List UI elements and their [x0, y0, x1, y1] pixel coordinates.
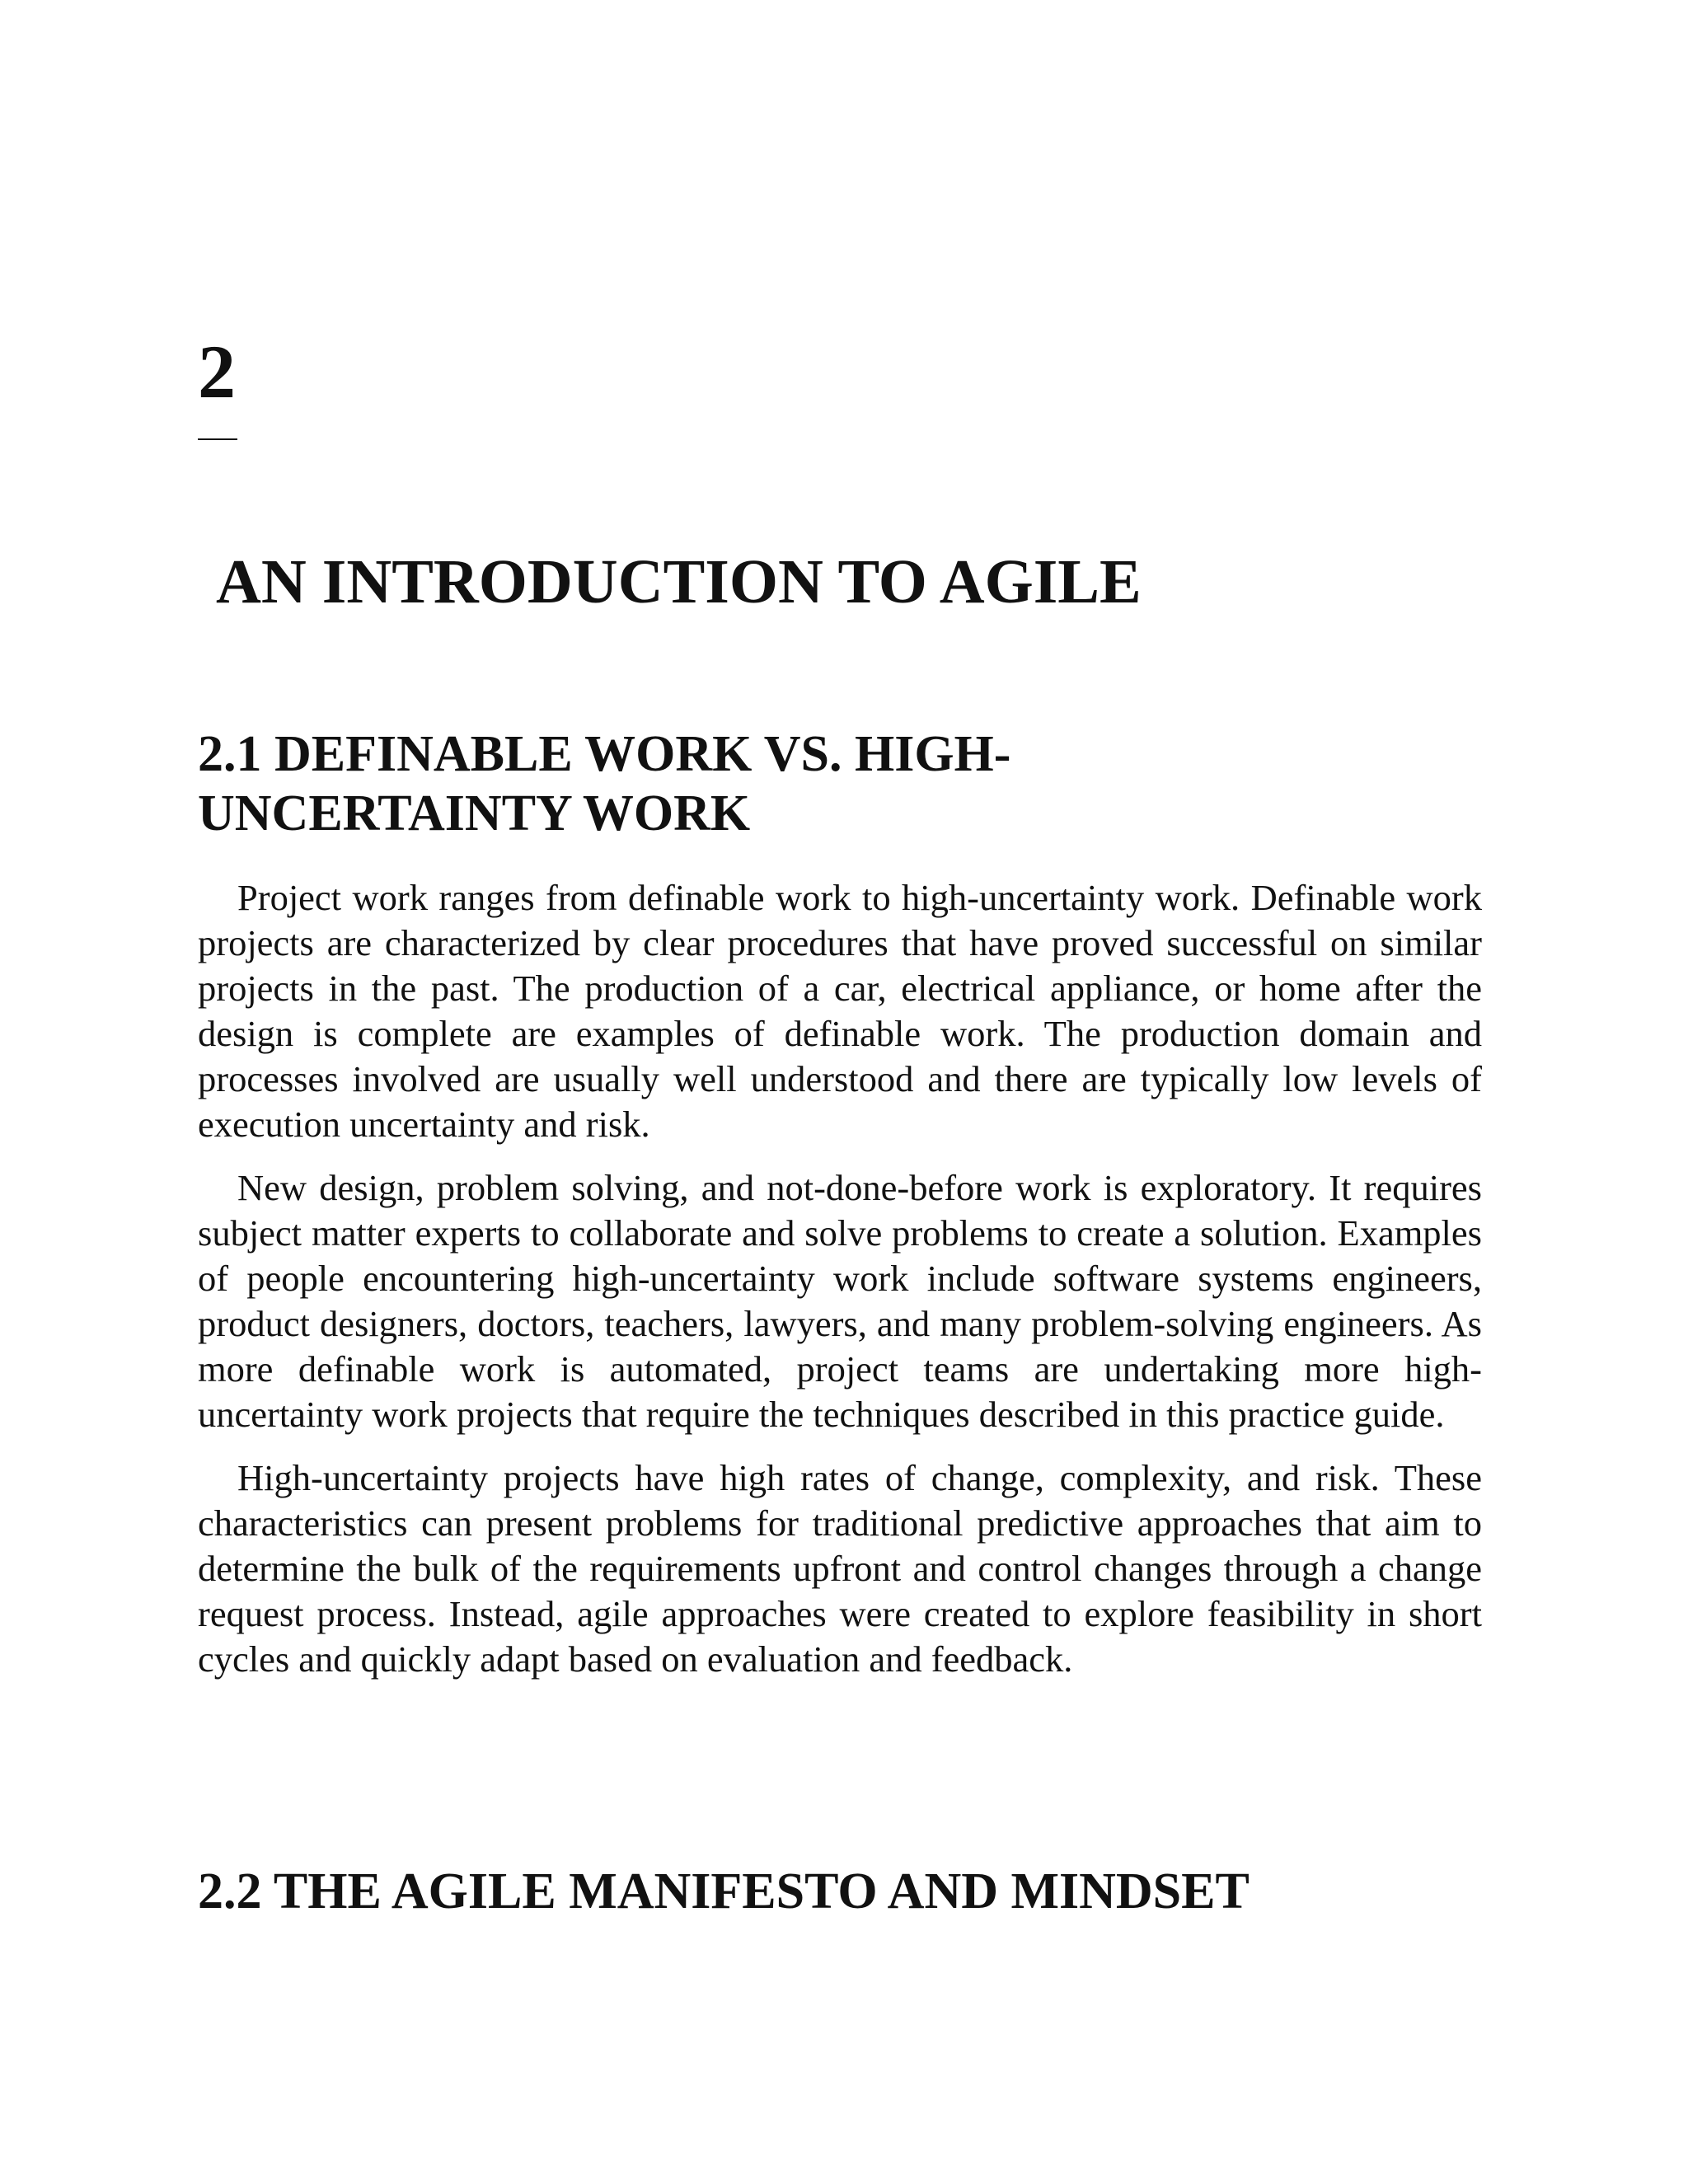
- body-paragraph-2: New design, problem solving, and not-done-before work is exploratory. It requires subject matter experts to collaborate and solve problems to create a solution. Examples of people encountering high-uncertainty work include software systems engineers, product designers, doctors, teachers, lawyers, and many problem-solving engineers. As more definable work is automated, project teams are undertaking more high-uncertainty work projects that require the techniques described in this practice guide.: [198, 1167, 1482, 1435]
- body-paragraph-1: Project work ranges from definable work to high-uncertainty work. Definable work projects are characterized by clear procedures that have proved successful on similar projects in the past. The production of a car, electrical appliance, or home after the design is complete are examples of definable work. The production domain and processes involved are usually well understood and there are typically low levels of execution uncertainty and risk.: [198, 877, 1482, 1145]
- chapter-number-rule: [198, 438, 237, 440]
- body-paragraph-3: High-uncertainty projects have high rates of change, complexity, and risk. These characteristics can present problems for traditional predictive approaches that aim to determine the bulk of the requirements upfront and control changes through a change request process. Instead, agile approaches were created to explore feasibility in short cycles and quickly adapt based on evaluation and feedback.: [198, 1457, 1482, 1680]
- section-heading-2-1: 2.1 DEFINABLE WORK VS. HIGH-UNCERTAINTY WORK: [198, 726, 1011, 841]
- chapter-title: AN INTRODUCTION TO AGILE: [216, 547, 1142, 616]
- section-heading-2-2: 2.2 THE AGILE MANIFESTO AND MINDSET: [198, 1863, 1250, 1919]
- section-2-1-body: [198, 875, 1482, 1700]
- chapter-number: 2: [198, 330, 236, 414]
